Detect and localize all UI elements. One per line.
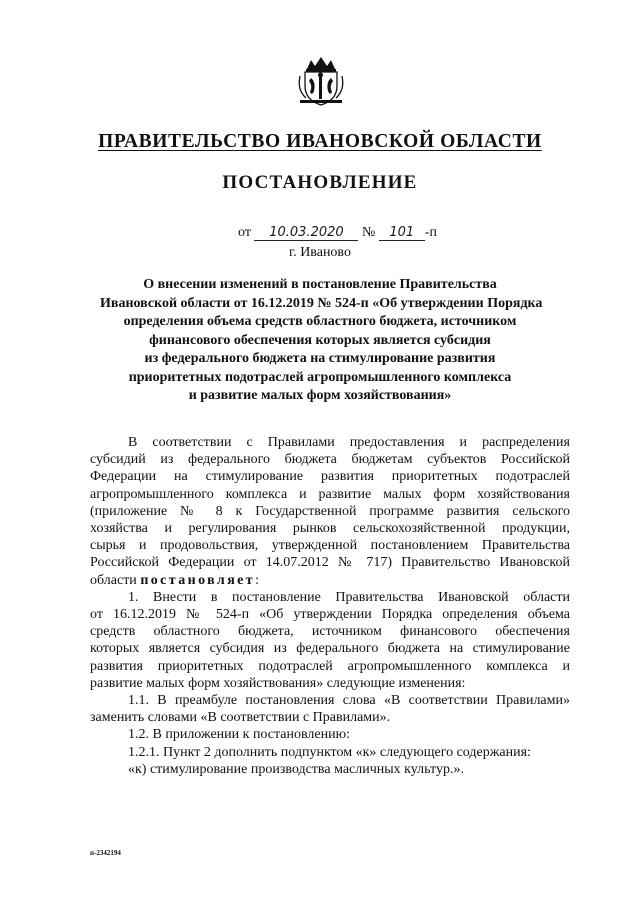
item-1-2-1: 1.2.1. Пункт 2 дополнить подпунктом «к» следующего содержания: [128, 744, 531, 760]
item-1-line: развития приоритетных подотраслей агропромышленного комплекса и [90, 658, 570, 674]
document-code: п-2342194 [90, 849, 121, 857]
city: г. Иваново [289, 245, 351, 260]
subject-line: из федерального бюджета на стимулирование развития [144, 351, 496, 366]
org-title: ПРАВИТЕЛЬСТВО ИВАНОВСКОЙ ОБЛАСТИ [98, 131, 542, 152]
subject-line: О внесении изменений в постановление Правительства [143, 277, 497, 292]
preamble-line: В соответствии с Правилами предоставления и распределения [128, 435, 570, 450]
item-1-line: от 16.12.2019 № 524-п «Об утверждении Порядка определения объема [90, 607, 570, 623]
item-1-line: 1. Внести в постановление Правительства Ивановской области [128, 589, 570, 605]
subject-line: Ивановской области от 16.12.2019 № 524-п «Об утверждении Порядка [100, 295, 543, 311]
item-1-line: которых является субсидия из федерального бюджета на стимулирование [90, 641, 570, 657]
decree-word: постановляет [140, 572, 256, 588]
decree-line [90, 572, 570, 589]
preamble-line: Федерации на стимулирование развития приоритетных подотраслей [90, 469, 570, 485]
preamble-line: (приложение № 8 к Государственной программе развития сельского [90, 503, 570, 519]
preamble-line: Российской Федерации от 14.07.2012 № 717) Правительство Ивановской [90, 555, 570, 571]
subject-line: финансового обеспечения которых является субсидия [149, 332, 491, 348]
preamble-line: сырья и продовольствия, утвержденной постановлением Правительства [90, 538, 570, 554]
item-k: «к) стимулирование производства масличных культур.». [128, 761, 464, 777]
ivanovo-coat-of-arms-icon [296, 56, 346, 108]
document-type: ПОСТАНОВЛЕНИЕ [222, 172, 418, 193]
subject-line: приоритетных подотраслей агропромышленного комплекса [128, 369, 512, 385]
item-1-1-line: 1.1. В преамбуле постановления слова «В соответствии Правилами» [128, 693, 570, 709]
date-value: 10.03.2020 [254, 225, 358, 241]
preamble-line: агропромышленного комплекса и развитие малых форм хозяйствования [90, 486, 570, 502]
item-1-line: средств областного бюджета, источником финансового обеспечения [90, 624, 570, 640]
number-suffix: -п [424, 225, 437, 240]
item-1-line: развитие малых форм хозяйствования» следующие изменения: [90, 675, 466, 691]
date-prefix: от [238, 225, 251, 240]
date-number-line [238, 225, 478, 241]
item-1-1-line: заменить словами «В соответствии с Правилами». [90, 710, 391, 726]
subject-line: определения объема средств областного бюджета, источником [123, 314, 517, 329]
number-value: 101 [379, 225, 425, 241]
preamble-last-prefix: области [90, 572, 137, 588]
subject-line: и развитие малых форм хозяйствования» [188, 388, 452, 403]
document-subject [100, 276, 543, 406]
preamble-line: субсидий из федерального бюджета бюджетам субъектов Российской [90, 452, 570, 468]
document-body [90, 434, 570, 778]
number-prefix: № [361, 225, 376, 240]
decree-colon: : [255, 572, 259, 588]
item-1-2: 1.2. В приложении к постановлению: [128, 727, 350, 743]
preamble-line: хозяйства и регулирования рынков сельскохозяйственной продукции, [90, 521, 570, 537]
